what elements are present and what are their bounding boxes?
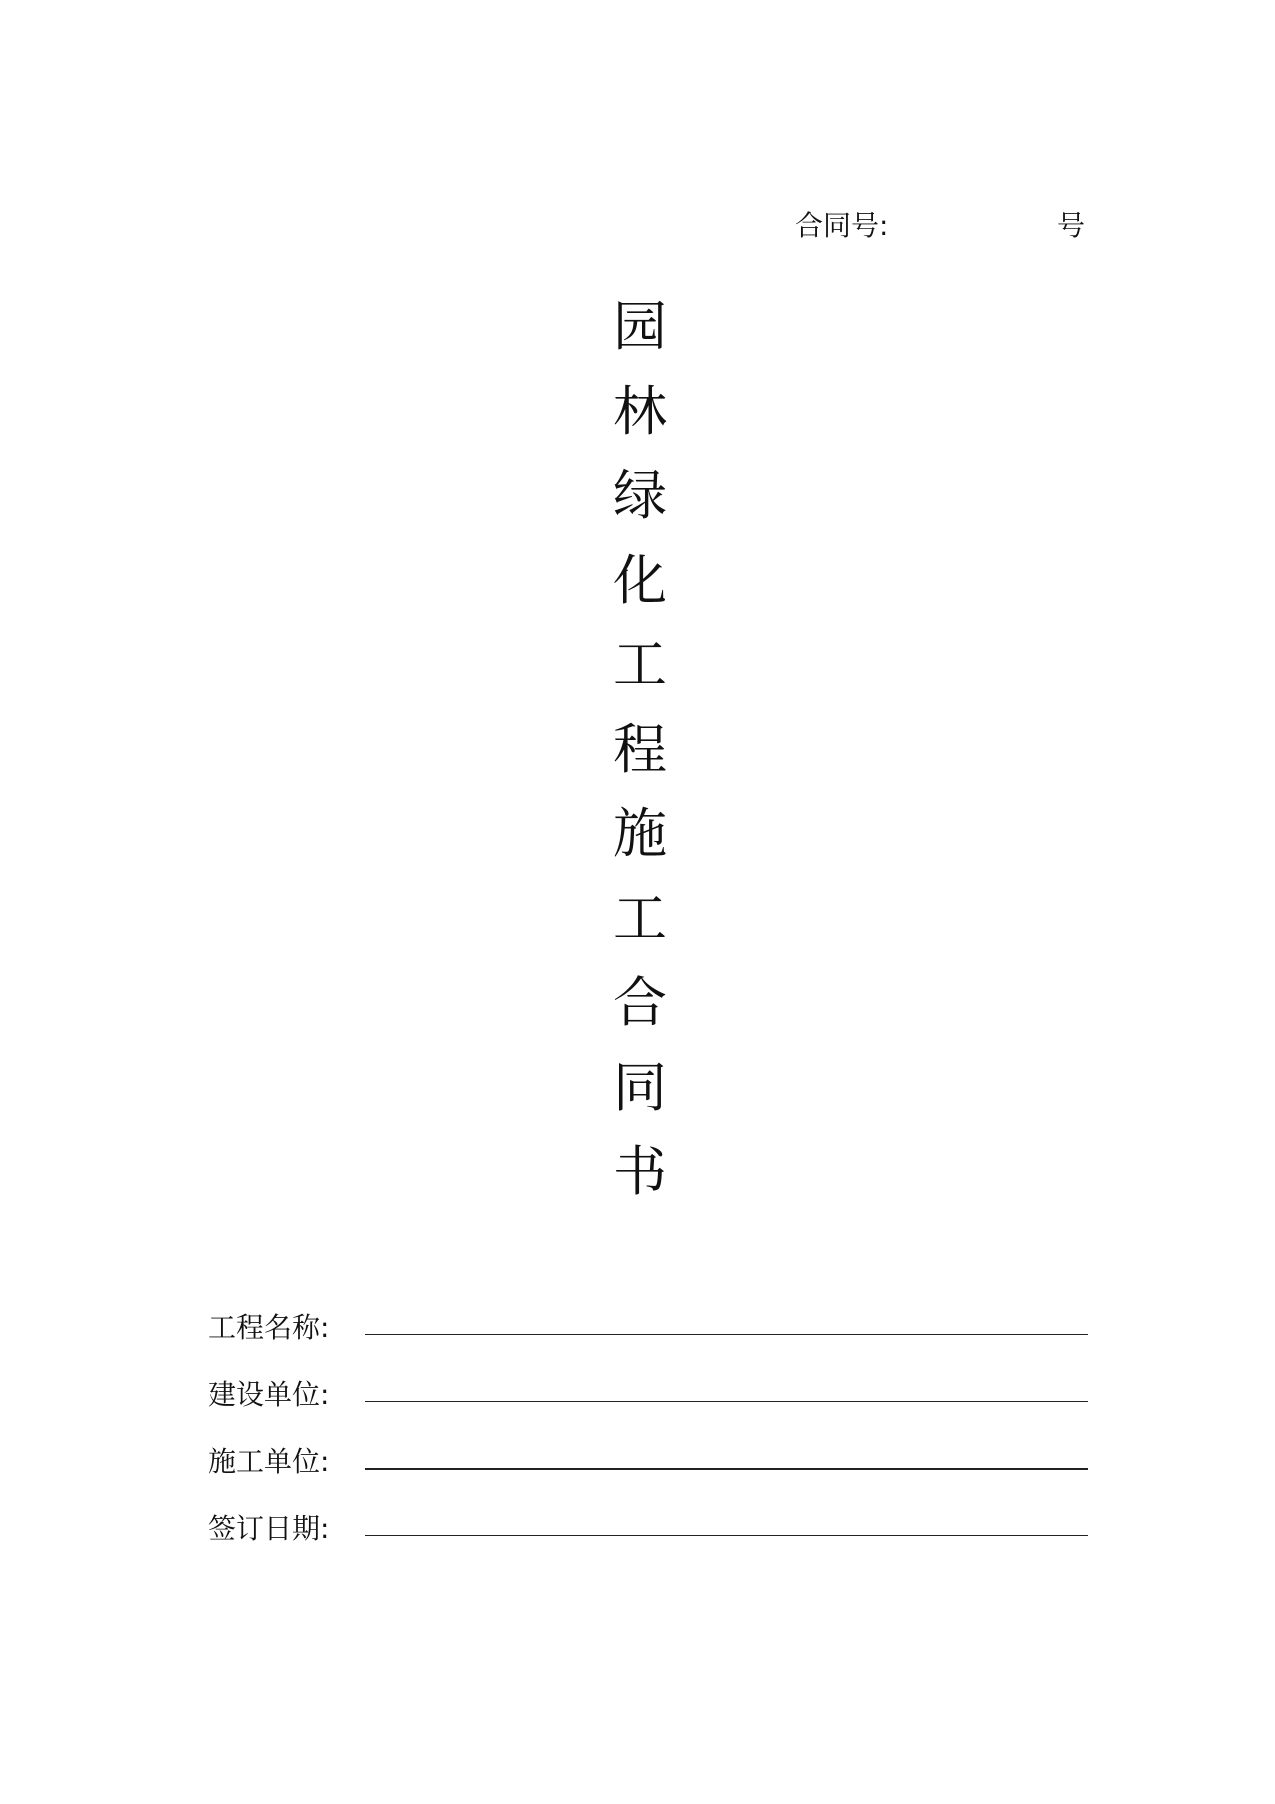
title-char: 程 [613, 717, 667, 781]
field-signing-date [208, 1501, 1088, 1568]
title-char: 园 [613, 295, 667, 358]
field-construction-client [208, 1367, 1088, 1434]
project-info-fields [208, 1300, 1088, 1568]
field-contractor [208, 1434, 1088, 1501]
fill-in-line [365, 1334, 1088, 1335]
title-char: 同 [613, 1055, 667, 1119]
contract-number-label: 合同号: [795, 209, 889, 242]
title-char: 工 [613, 886, 667, 950]
field-label: 施工单位: [208, 1445, 330, 1478]
field-label: 建设单位: [208, 1378, 330, 1411]
title-char: 施 [613, 802, 667, 865]
title-char: 工 [613, 633, 667, 696]
contract-number-suffix: 号 [1056, 209, 1085, 242]
title-char: 化 [613, 548, 667, 612]
title-char: 绿 [613, 464, 667, 527]
field-label: 工程名称: [208, 1311, 330, 1344]
fill-in-line [365, 1468, 1088, 1470]
title-char: 林 [613, 379, 667, 443]
field-project-name [208, 1300, 1088, 1367]
fill-in-line [365, 1535, 1088, 1536]
field-label: 签订日期: [208, 1512, 330, 1545]
contract-number-line [795, 206, 1085, 246]
fill-in-line [365, 1401, 1088, 1402]
title-char: 合 [613, 971, 667, 1034]
document-title-vertical [605, 285, 675, 1215]
title-char: 书 [613, 1140, 667, 1203]
